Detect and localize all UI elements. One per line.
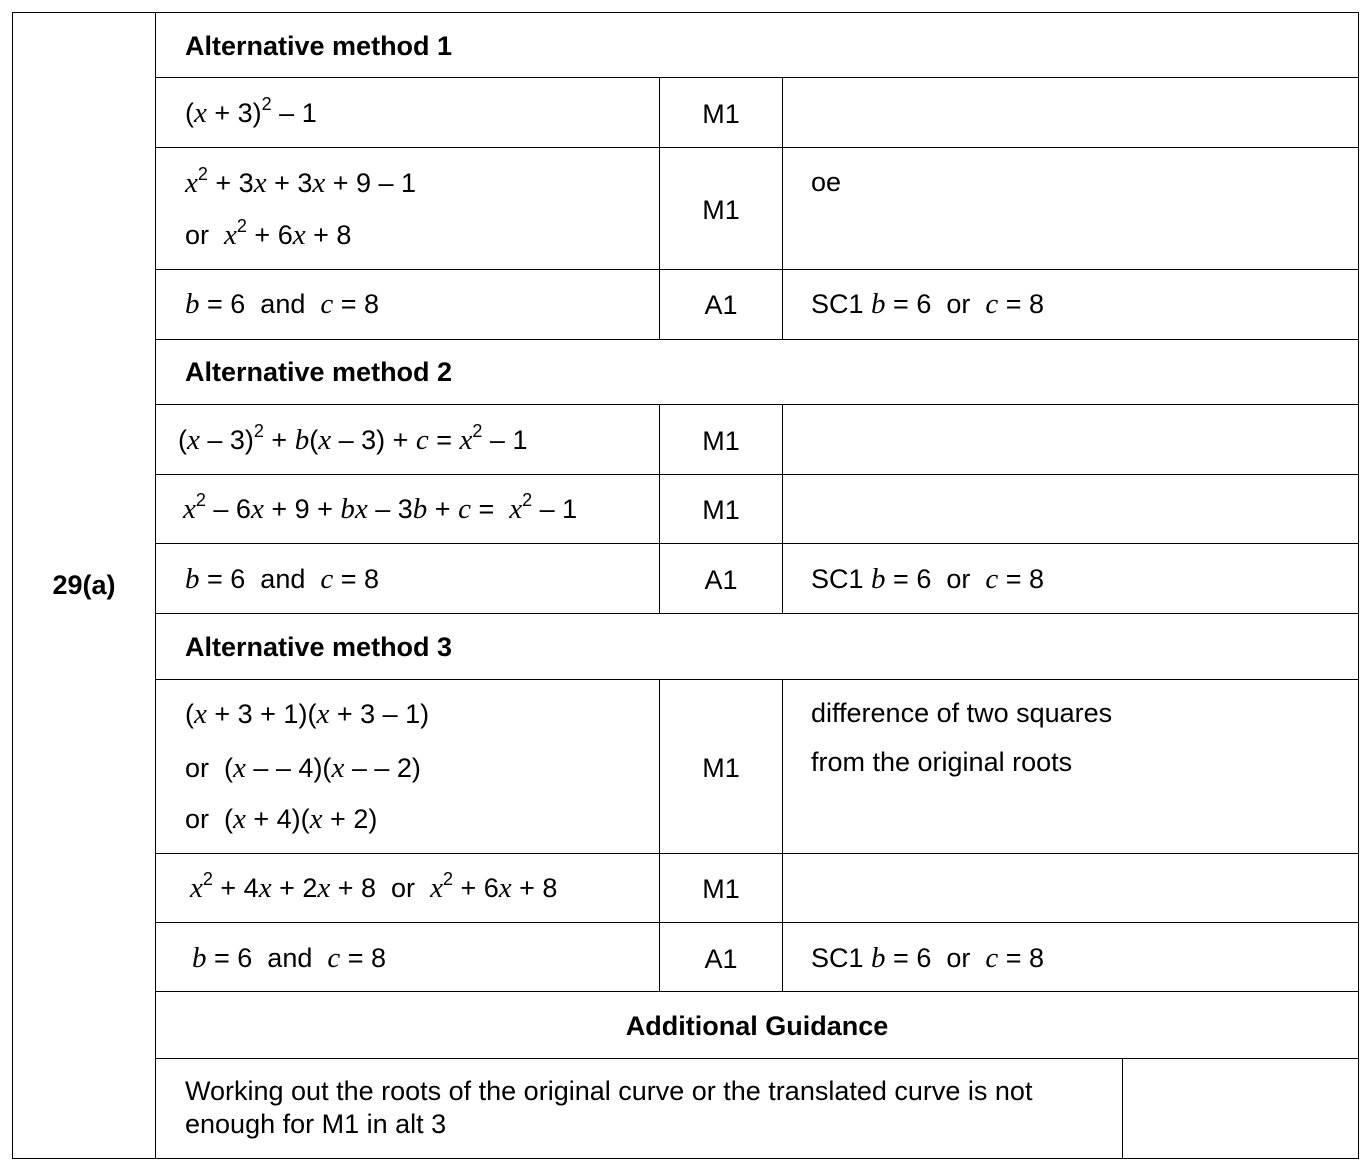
alt2-step1-mark: M1 bbox=[702, 426, 740, 456]
alt3-step1-comment-1: difference of two squares bbox=[811, 698, 1113, 728]
or-word: or bbox=[946, 943, 971, 973]
alt3-step1-mark: M1 bbox=[702, 753, 740, 783]
alt3-step2-mark: M1 bbox=[702, 874, 740, 904]
row-divider bbox=[155, 613, 1359, 614]
comment-column-divider bbox=[782, 404, 783, 614]
or-word: or bbox=[391, 873, 416, 903]
row-divider bbox=[155, 991, 1359, 992]
comment-column-divider bbox=[782, 77, 783, 340]
alt3-step1-alternative-1: or (x – – 4)(x – – 2) bbox=[185, 752, 421, 784]
alt3-step1-alternative-2: or (x + 4)(x + 2) bbox=[185, 803, 378, 835]
row-divider bbox=[155, 853, 1359, 854]
row-divider bbox=[155, 147, 1359, 148]
question-number: 29(a) bbox=[52, 569, 116, 600]
or-word: or bbox=[185, 220, 210, 250]
alt3-step2-expression: $x^2 + 4x + 2x + 8$ or $x^2 + 6x + 8$ bbox=[190, 869, 558, 904]
row-divider bbox=[155, 543, 1359, 544]
alt1-step1-expression: $(x + 3)^2 - 1$ bbox=[185, 94, 317, 129]
row-divider bbox=[155, 922, 1359, 923]
row-divider bbox=[155, 269, 1359, 270]
border-right bbox=[1358, 12, 1359, 1159]
alt3-answer: b = 6 and c = 8 bbox=[192, 942, 387, 974]
guidance-column-divider bbox=[1122, 1058, 1123, 1159]
question-column-divider bbox=[155, 12, 156, 1159]
alt2-special-case: SC1 b = 6 or c = 8 bbox=[811, 563, 1045, 595]
additional-guidance-text: Working out the roots of the original curve or the translated curve is not enough for M1 in alt 3 bbox=[185, 1076, 1033, 1139]
comment-column-divider bbox=[782, 679, 783, 992]
alt2-step2-mark: M1 bbox=[702, 495, 740, 525]
alt3-answer-mark: A1 bbox=[704, 944, 738, 974]
and-word: and bbox=[260, 289, 306, 319]
alt3-special-case: SC1 b = 6 or c = 8 bbox=[811, 942, 1045, 974]
row-divider bbox=[155, 474, 1359, 475]
alt3-step1-expression: (x + 3 + 1)(x + 3 – 1) bbox=[185, 698, 430, 730]
alt3-step1-comment-2: from the original roots bbox=[811, 747, 1073, 777]
alt2-step1-expression: $(x - 3)^2 + b(x - 3) + c = x^2 - 1$ bbox=[178, 421, 528, 456]
alt1-step1-mark: M1 bbox=[702, 99, 740, 129]
alt-method-1-heading: Alternative method 1 bbox=[185, 31, 453, 61]
alt2-answer-mark: A1 bbox=[704, 565, 738, 595]
alt2-answer: b = 6 and c = 8 bbox=[185, 563, 380, 595]
row-divider bbox=[155, 679, 1359, 680]
sc1-label: SC1 bbox=[811, 289, 864, 319]
border-top bbox=[12, 12, 1359, 13]
row-divider bbox=[155, 1058, 1359, 1059]
alt-method-3-heading: Alternative method 3 bbox=[185, 632, 453, 662]
alt-method-2-heading: Alternative method 2 bbox=[185, 357, 453, 387]
row-divider bbox=[155, 339, 1359, 340]
alt1-step2-comment: oe bbox=[811, 167, 842, 197]
and-word: and bbox=[260, 564, 306, 594]
alt1-step2-mark: M1 bbox=[702, 195, 740, 225]
and-word: and bbox=[267, 943, 313, 973]
or-word: or bbox=[185, 753, 210, 783]
row-divider bbox=[155, 77, 1359, 78]
or-word: or bbox=[946, 564, 971, 594]
row-divider bbox=[155, 404, 1359, 405]
additional-guidance-heading: Additional Guidance bbox=[625, 1011, 889, 1041]
alt2-step2-expression: $x^2 - 6x + 9$ + bx – $3b + c = x^2 - 1$ bbox=[183, 490, 578, 525]
alt1-special-case: SC1 b = 6 or c = 8 bbox=[811, 288, 1045, 320]
alt1-answer-mark: A1 bbox=[704, 290, 738, 320]
alt1-answer: b = 6 and c = 8 bbox=[185, 288, 380, 320]
or-word: or bbox=[946, 289, 971, 319]
alt1-step2-expression: $x^2 + 3x + 3x + 9 - 1$ bbox=[185, 164, 417, 199]
border-bottom bbox=[12, 1158, 1359, 1159]
or-word: or bbox=[185, 804, 210, 834]
alt1-step2-alternative: or $x^2 + 6x + 8$ bbox=[185, 216, 352, 251]
sc1-label: SC1 bbox=[811, 564, 864, 594]
sc1-label: SC1 bbox=[811, 943, 864, 973]
